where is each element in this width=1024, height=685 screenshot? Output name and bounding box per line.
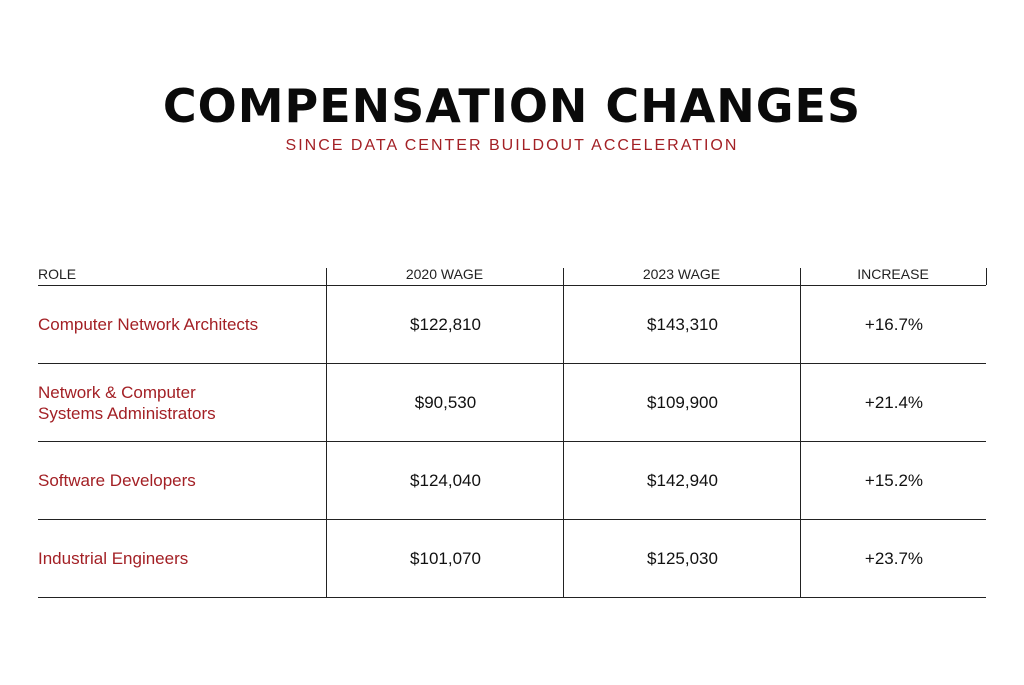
table-row [38,286,986,364]
header-divider [326,268,327,285]
wage-2023-cell: $142,940 [563,442,801,519]
table-row [38,520,986,598]
role-cell: Network & Computer Systems Administrators [38,382,216,423]
table-row [38,442,986,520]
wage-2023-cell: $125,030 [563,520,801,597]
wage-2020-cell: $124,040 [326,442,564,519]
wage-2020-cell: $90,530 [326,364,564,441]
header-increase [800,250,986,285]
header-increase-label: INCREASE [857,266,929,282]
header-2020-wage [326,250,563,285]
increase-cell: +16.7% [800,286,987,363]
header-divider [986,268,987,285]
header-divider [800,268,801,285]
table-row [38,364,986,442]
header-2023-wage [563,250,800,285]
increase-cell: +23.7% [800,520,987,597]
role-cell: Software Developers [38,471,196,490]
table-header-row [38,250,986,286]
header-role [38,250,326,285]
page-subtitle: SINCE DATA CENTER BUILDOUT ACCELERATION [285,137,739,154]
compensation-table [38,250,986,598]
wage-2023-cell: $143,310 [563,286,801,363]
header-2020-wage-label: 2020 WAGE [405,266,484,282]
increase-cell: +21.4% [800,364,987,441]
role-cell: Computer Network Architects [38,315,259,334]
page-title: COMPENSATION CHANGES [162,79,862,133]
role-cell: Industrial Engineers [38,549,189,568]
wage-2023-cell: $109,900 [563,364,801,441]
header-2023-wage-label: 2023 WAGE [642,266,721,282]
wage-2020-cell: $101,070 [326,520,564,597]
increase-cell: +15.2% [800,442,987,519]
header-divider [563,268,564,285]
header-role-label: ROLE [38,266,77,282]
wage-2020-cell: $122,810 [326,286,564,363]
